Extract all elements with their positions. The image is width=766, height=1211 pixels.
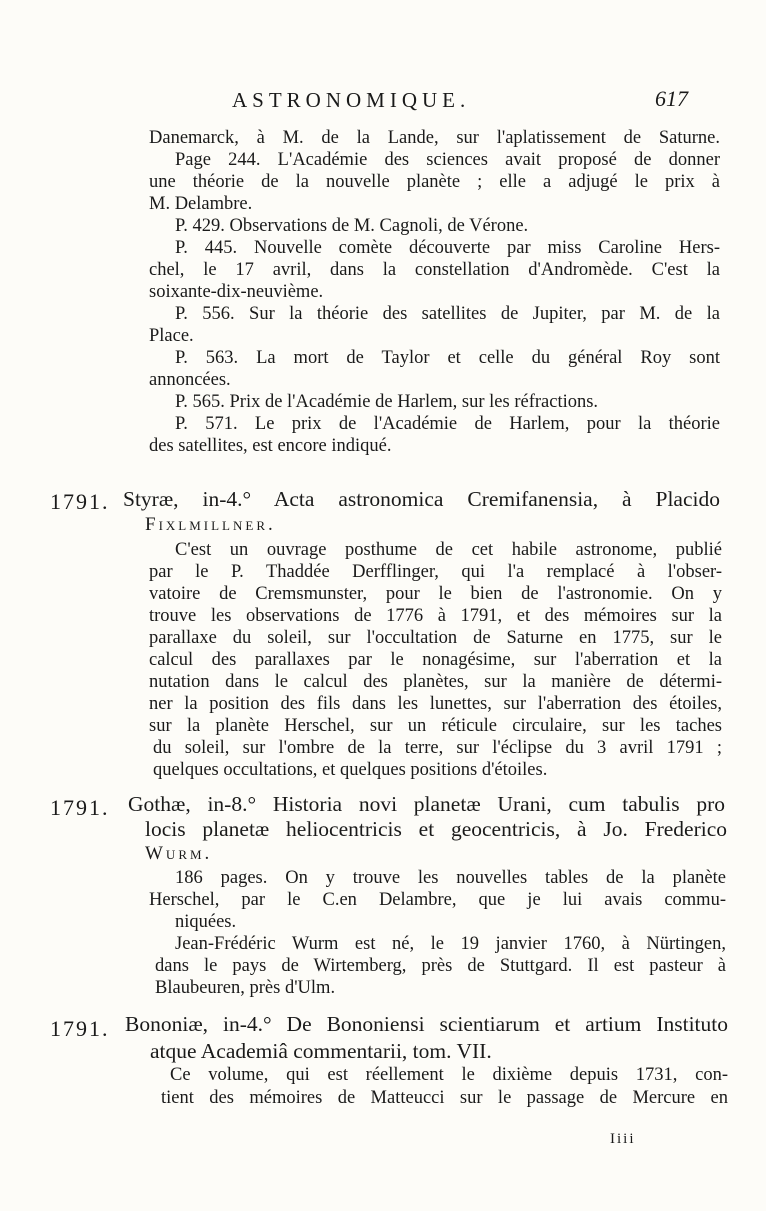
entry-year: 1791. — [50, 489, 110, 514]
text-line: ner la position des fils dans les lunettes, sur l'aberration des étoiles, — [149, 694, 722, 714]
text-line: P. 563. La mort de Taylor et celle du général Roy sont — [175, 348, 720, 368]
text-line: P. 556. Sur la théorie des satellites de Jupiter, par M. de la — [175, 304, 720, 324]
text-line: Place. — [149, 326, 194, 346]
entry-title-line: atque Academiâ commentarii, tom. VII. — [150, 1039, 492, 1063]
entry-title-line: locis planetæ heliocentricis et geocentricis, à Jo. Frederico — [145, 817, 727, 841]
text-line: nutation dans le calcul des planètes, sur la manière de détermi- — [149, 672, 722, 692]
text-line: P. 429. Observations de M. Cagnoli, de Vérone. — [175, 216, 529, 236]
text-line: parallaxe du soleil, sur l'occultation de Saturne en 1775, sur le — [149, 628, 722, 648]
text-line: chel, le 17 avril, dans la constellation d'Andromède. C'est la — [149, 260, 720, 280]
text-line: du soleil, sur l'ombre de la terre, sur l'éclipse du 3 avril 1791 ; — [153, 738, 722, 758]
entry-title-line: Styræ, in-4.° Acta astronomica Cremifanensia, à Placido — [123, 487, 720, 511]
text-line: Danemarck, à M. de la Lande, sur l'aplatissement de Saturne. — [149, 128, 720, 148]
text-line: une théorie de la nouvelle planète ; elle a adjugé le prix à — [149, 172, 720, 192]
text-line: Page 244. L'Académie des sciences avait proposé de donner — [175, 150, 720, 170]
text-line: 186 pages. On y trouve les nouvelles tables de la planète — [175, 868, 726, 888]
text-line: sur la planète Herschel, sur un réticule circulaire, sur les taches — [149, 716, 722, 736]
text-line: tient des mémoires de Matteucci sur le passage de Mercure en — [161, 1088, 728, 1108]
text-line: des satellites, est encore indiqué. — [149, 436, 392, 456]
page-number: 617 — [655, 86, 688, 111]
text-line: soixante-dix-neuvième. — [149, 282, 324, 302]
text-line: P. 445. Nouvelle comète découverte par miss Caroline Hers- — [175, 238, 720, 258]
signature-mark: Iiii — [610, 1131, 636, 1147]
running-title: ASTRONOMIQUE. — [232, 88, 471, 112]
text-line: C'est un ouvrage posthume de cet habile astronome, publié — [175, 540, 722, 560]
text-line: calcul des parallaxes par le nonagésime, sur l'aberration et la — [149, 650, 722, 670]
text-line: P. 571. Le prix de l'Académie de Harlem, pour la théorie — [175, 414, 720, 434]
entry-year: 1791. — [50, 795, 110, 820]
entry-title-line: Bononiæ, in-4.° De Bononiensi scientiarum et artium Instituto — [125, 1012, 728, 1036]
entry-author: Wurm. — [145, 843, 213, 864]
text-line: niquées. — [175, 912, 237, 932]
entry-author: Fixlmillner. — [145, 514, 276, 535]
text-line: vatoire de Cremsmunster, pour le bien de l'astronomie. On y — [149, 584, 722, 604]
text-line: annoncées. — [149, 370, 231, 390]
text-line: M. Delambre. — [149, 194, 253, 214]
text-line: Herschel, par le C.en Delambre, que je lui avais commu- — [149, 890, 726, 910]
text-line: par le P. Thaddée Derfflinger, qui l'a remplacé à l'obser- — [149, 562, 722, 582]
text-line: Jean-Frédéric Wurm est né, le 19 janvier 1760, à Nürtingen, — [175, 934, 726, 954]
text-line: dans le pays de Wirtemberg, près de Stuttgard. Il est pasteur à — [155, 956, 726, 976]
entry-year: 1791. — [50, 1016, 110, 1041]
text-line: Ce volume, qui est réellement le dixième depuis 1731, con- — [170, 1065, 728, 1085]
text-line: P. 565. Prix de l'Académie de Harlem, sur les réfractions. — [175, 392, 599, 412]
entry-title-line: Gothæ, in-8.° Historia novi planetæ Urani, cum tabulis pro — [128, 792, 725, 816]
text-line: Blaubeuren, près d'Ulm. — [155, 978, 336, 998]
text-line: quelques occultations, et quelques positions d'étoiles. — [153, 760, 548, 780]
text-line: trouve les observations de 1776 à 1791, et des mémoires sur la — [149, 606, 722, 626]
